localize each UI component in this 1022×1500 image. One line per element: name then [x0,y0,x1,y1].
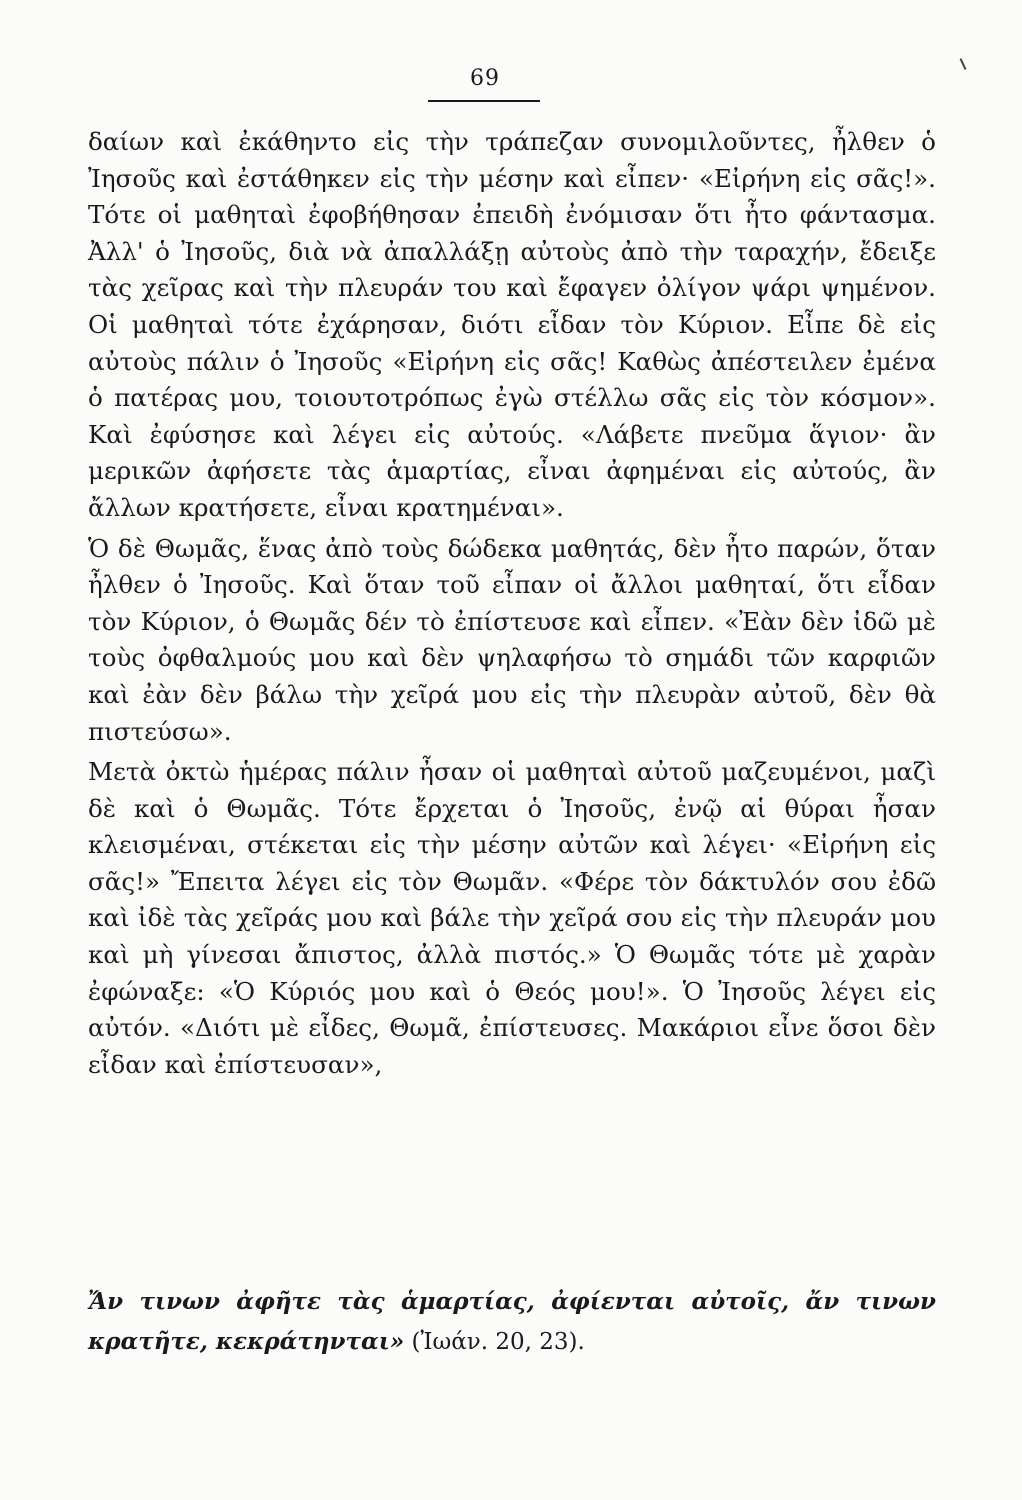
paragraph-1: δαίων καὶ ἐκάθηντο εἰς τὴν τράπεζαν συνομιλοῦντες, ἦλθεν ὁ Ἰησοῦς καὶ ἐστάθηκεν εἰς τὴν μέσην καὶ εἶπεν· «Εἰρήνη εἰς σᾶς!». Τότε οἱ μαθηταὶ ἐφοβήθησαν ἐπειδὴ ἐνόμισαν ὅτι ἦτο φάντασμα. Ἀλλ' ὁ Ἰησοῦς, διὰ νὰ ἀπαλλάξῃ αὐτοὺς ἀπὸ τὴν ταραχήν, ἔδειξε τὰς χεῖρας καὶ τὴν πλευράν του καὶ ἔφαγεν ὀλίγον ψάρι ψημένον. Οἱ μαθηταὶ τότε ἐχάρησαν, διότι εἶδαν τὸν Κύριον. Εἶπε δὲ εἰς αὐτοὺς πάλιν ὁ Ἰησοῦς «Εἰρήνη εἰς σᾶς! Καθὼς ἀπέστειλεν ἐμένα ὁ πατέρας μου, τοιουτοτρόπως ἐγὼ στέλλω σᾶς εἰς τὸν κόσμον». Καὶ ἐφύσησε καὶ λέγει εἰς αὐτούς. «Λάβετε πνεῦμα ἅγιον· ἂν μερικῶν ἀφήσετε τὰς ἁμαρτίας, εἶναι ἀφημέναι εἰς αὐτούς, ἂν ἄλλων κρατήσετε, εἶναι κρατημέναι». [88,127,936,522]
body-text [88,124,936,1083]
scripture-quote [88,1282,936,1362]
page-number: 69 [470,66,500,91]
paragraph-2: Ὁ δὲ Θωμᾶς, ἕνας ἀπὸ τοὺς δώδεκα μαθητάς, δὲν ἦτο παρών, ὅταν ἦλθεν ὁ Ἰησοῦς. Καὶ ὅταν τοῦ εἶπαν οἱ ἄλλοι μαθηταί, ὅτι εἶδαν τὸν Κύριον, ὁ Θωμᾶς δέν τὸ ἐπίστευσε καὶ εἶπεν. «Ἐὰν δὲν ἰδῶ μὲ τοὺς ὀφθαλμούς μου καὶ δὲν ψηλαφήσω τὸ σημάδι τῶν καρφιῶν καὶ ἐὰν δὲν βάλω τὴν χεῖρά μου εἰς τὴν πλευρὰν αὐτοῦ, δὲν θὰ πιστεύσω». [88,533,936,746]
page-number-rule [428,100,540,102]
scripture-reference: (Ἰωάν. 20, 23). [404,1329,585,1355]
scripture-quote-text: Ἄν τινων ἀφῆτε τὰς ἁμαρτίας, ἀφίενται αὐτοῖς, ἄν τινων κρατῆτε, κεκράτηνται» [88,1288,936,1355]
paragraph-3: Μετὰ ὀκτὼ ἡμέρας πάλιν ἦσαν οἱ μαθηταὶ αὐτοῦ μαζευμένοι, μαζὶ δὲ καὶ ὁ Θωμᾶς. Τότε ἔρχεται ὁ Ἰησοῦς, ἐνῷ αἱ θύραι ἦσαν κλεισμέναι, στέκεται εἰς τὴν μέσην αὐτῶν καὶ λέγει· «Εἰρήνη εἰς σᾶς!» Ἔπειτα λέγει εἰς τὸν Θωμᾶν. «Φέρε τὸν δάκτυλόν σου ἐδῶ καὶ ἰδὲ τὰς χεῖράς μου καὶ βάλε τὴν χεῖρά σου εἰς τὴν πλευράν μου καὶ μὴ γίνεσαι ἄπιστος, ἀλλὰ πιστός.» Ὁ Θωμᾶς τότε μὲ χαρὰν ἐφώναξε: «Ὁ Κύριός μου καὶ ὁ Θεός μου!». Ὁ Ἰησοῦς λέγει εἰς αὐτόν. «Διότι μὲ εἶδες, Θωμᾶ, ἐπίστευσες. Μακάριοι εἶνε ὅσοι δὲν εἶδαν καὶ ἐπίστευσαν», [88,757,936,1079]
